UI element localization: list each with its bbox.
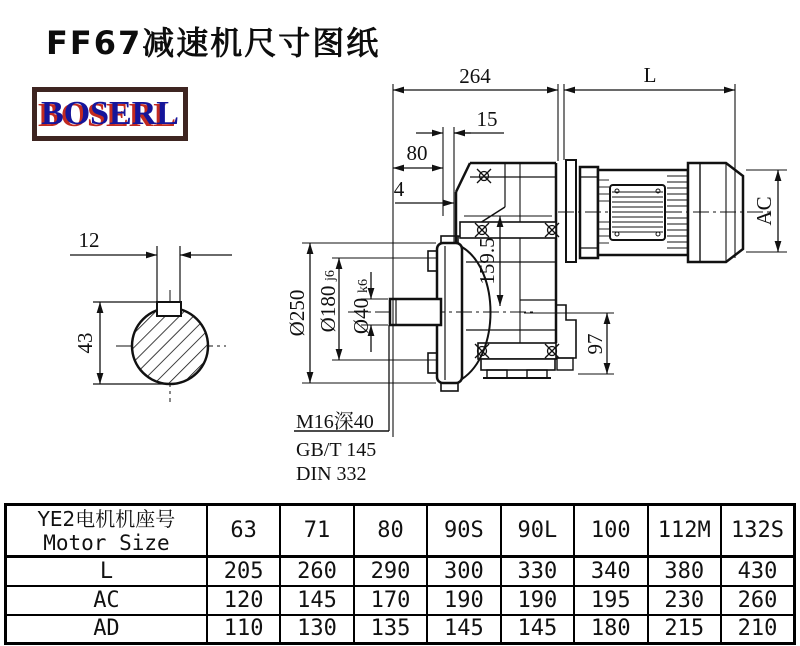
dim-key-depth: 43 <box>72 332 97 354</box>
table-cell: 430 <box>721 557 795 586</box>
column-header: 132S <box>721 505 795 557</box>
column-header: 63 <box>207 505 280 557</box>
column-header: 71 <box>280 505 353 557</box>
row-label: AC <box>6 586 207 615</box>
note-std1: GB/T 145 <box>296 439 377 461</box>
dim-axis-height: 159.5 <box>474 237 499 285</box>
table-cell: 300 <box>427 557 500 586</box>
header-cn: YE2电机机座号 <box>37 506 176 531</box>
dim-key-width: 12 <box>78 228 100 252</box>
dim-97: 97 <box>582 333 607 355</box>
table-cell: 170 <box>354 586 427 615</box>
table-cell: 230 <box>648 586 721 615</box>
motor-adapter <box>566 160 576 262</box>
row-label: AD <box>6 615 207 644</box>
gearbox-body <box>348 163 576 391</box>
output-shaft <box>390 299 441 325</box>
upper-bolt-rib <box>460 222 556 238</box>
dim-overall-width: 264 <box>459 64 491 88</box>
column-header: 90S <box>427 505 500 557</box>
table-cell: 210 <box>721 615 795 644</box>
table-cell: 135 <box>354 615 427 644</box>
table-cell: 190 <box>427 586 500 615</box>
table-cell: 340 <box>574 557 647 586</box>
dim-spigot: Ø180 <box>315 285 340 333</box>
note-std2: DIN 332 <box>296 463 367 485</box>
table-cell: 145 <box>501 615 574 644</box>
table-row-AD <box>6 615 795 644</box>
header-en: Motor Size <box>43 530 170 555</box>
dim-80: 80 <box>406 141 428 165</box>
table-cell: 205 <box>207 557 280 586</box>
table-row-AC <box>6 586 795 615</box>
table-cell: 120 <box>207 586 280 615</box>
table-cell: 260 <box>721 586 795 615</box>
note-tap: M16深40 <box>296 411 374 433</box>
dim-spigot-fit: j6 <box>323 270 338 281</box>
logo-text: BOSERL <box>41 95 179 132</box>
motor-body <box>558 160 770 262</box>
table-row-L <box>6 557 795 586</box>
table-cell: 260 <box>280 557 353 586</box>
table-cell: 290 <box>354 557 427 586</box>
column-header: 90L <box>501 505 574 557</box>
column-header: 112M <box>648 505 721 557</box>
table-cell: 215 <box>648 615 721 644</box>
lower-bolt-rib <box>478 343 556 359</box>
dim-15: 15 <box>476 107 498 131</box>
table-cell: 190 <box>501 586 574 615</box>
table-cell: 145 <box>427 615 500 644</box>
dim-motor-length: L <box>643 63 657 87</box>
row-label: L <box>6 557 207 586</box>
dim-shaft-fit: k6 <box>356 279 371 293</box>
motor-size-table <box>4 503 796 645</box>
table-cell: 145 <box>280 586 353 615</box>
table-cell: 110 <box>207 615 280 644</box>
column-header: 80 <box>354 505 427 557</box>
shaft-section-view <box>70 228 232 402</box>
table-cell: 195 <box>574 586 647 615</box>
column-header: 100 <box>574 505 647 557</box>
dim-4: 4 <box>393 177 405 201</box>
table-cell: 380 <box>648 557 721 586</box>
table-cell: 180 <box>574 615 647 644</box>
table-header-row <box>6 505 795 557</box>
table-header-motor-size <box>6 505 207 557</box>
keyway <box>157 302 181 316</box>
page-title: FF67减速机尺寸图纸 <box>46 24 381 62</box>
table-cell: 330 <box>501 557 574 586</box>
table-cell: 130 <box>280 615 353 644</box>
dim-flange-od: Ø250 <box>284 289 309 337</box>
dim-shaft: Ø40 <box>348 297 373 335</box>
dim-motor-od: AC <box>751 196 776 226</box>
shaft-circle <box>132 308 208 384</box>
dimension-labels <box>285 63 776 485</box>
